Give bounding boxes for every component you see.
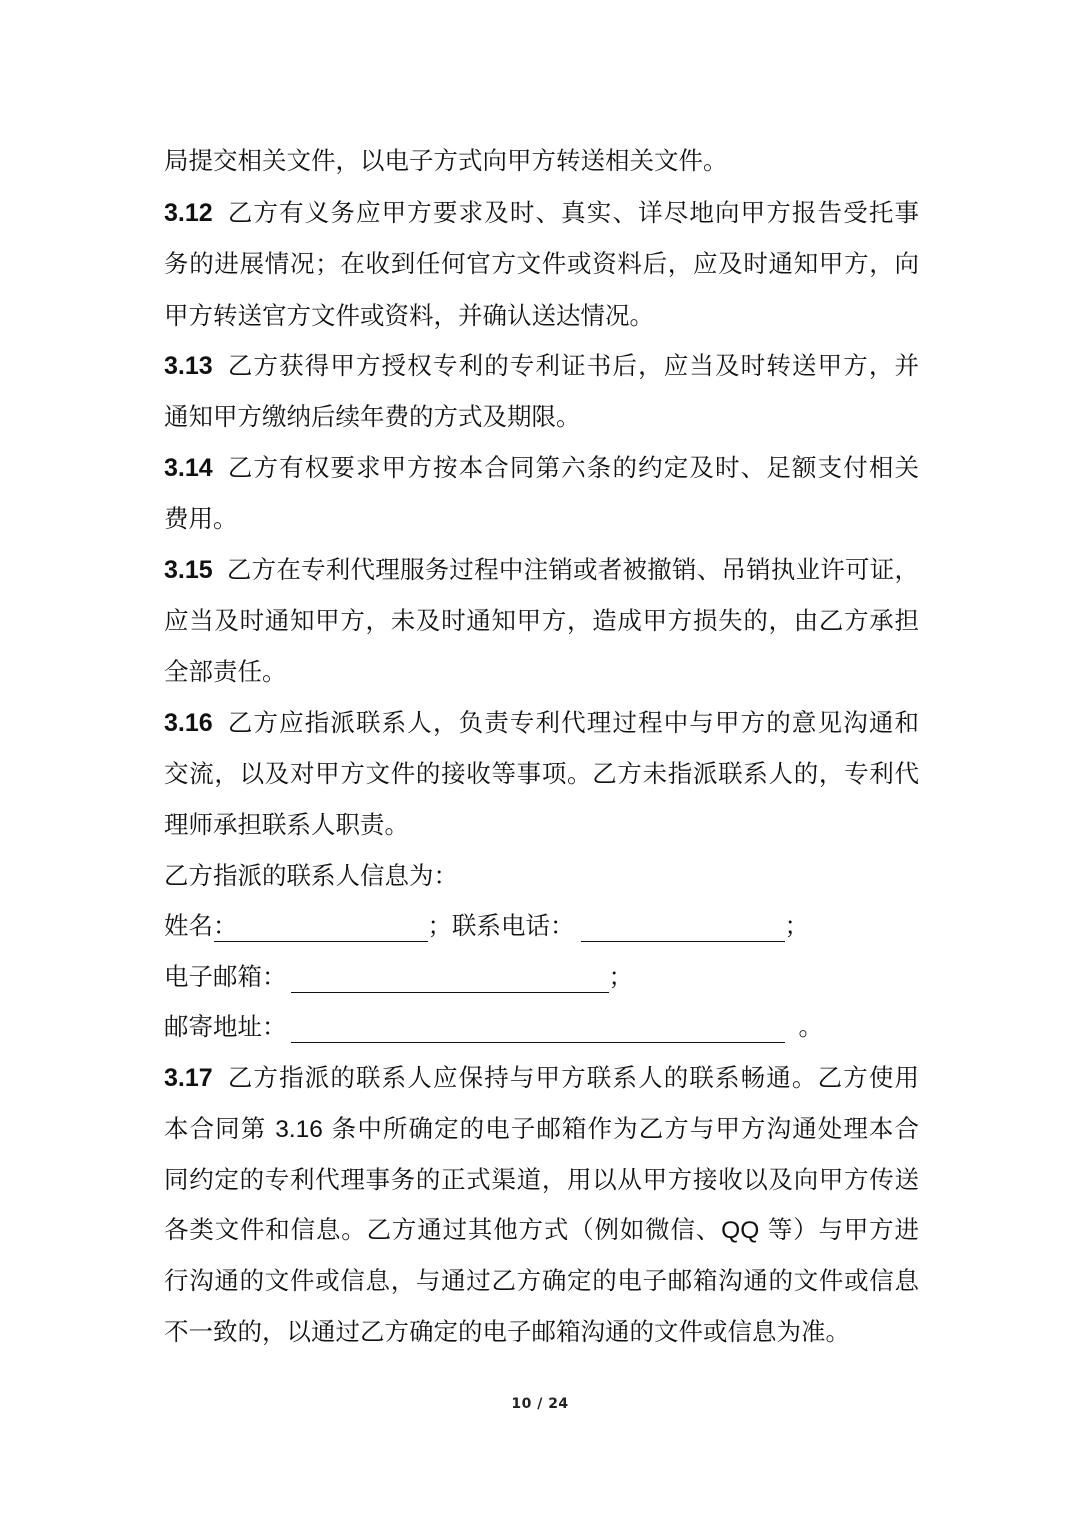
text: 乙方指派的联系人信息为：	[164, 861, 458, 890]
separator: ；	[784, 911, 809, 940]
text: 条中所确定的电子邮箱作为乙方与甲方沟通处理本合	[331, 1114, 919, 1143]
clause-3-17-line-6	[164, 1312, 919, 1352]
text: 全部责任。	[164, 657, 287, 686]
text: 费用。	[164, 504, 238, 533]
page-current: 10	[511, 1396, 532, 1412]
clause-3-12-line-3	[164, 296, 919, 336]
clause-number: 3.12	[164, 199, 213, 227]
clause-3-14-line-2	[164, 499, 919, 539]
address-blank-field[interactable]	[291, 1012, 785, 1043]
contact-name-phone-line	[164, 906, 919, 946]
text: 通知甲方缴纳后续年费的方式及期限。	[164, 402, 581, 431]
text: 乙方指派的联系人应保持与甲方联系人的联系畅通。乙方使用	[226, 1063, 919, 1092]
clause-3-17-line-5	[164, 1261, 919, 1301]
clause-number: 3.14	[164, 454, 213, 482]
paragraph-line	[164, 141, 919, 181]
clause-reference: 3.16	[275, 1116, 323, 1143]
clause-3-16-line-2	[164, 754, 919, 794]
clause-3-12-line-1	[164, 193, 919, 233]
text: 务的进展情况；在收到任何官方文件或资料后，应及时通知甲方，向	[164, 249, 919, 278]
clause-3-15-line-3	[164, 652, 919, 692]
email-blank-field[interactable]	[291, 962, 609, 993]
clause-3-17-line-1	[164, 1058, 919, 1098]
page-separator: /	[537, 1396, 543, 1412]
clause-3-13-line-1	[164, 346, 919, 386]
email-label: 电子邮箱：	[164, 962, 287, 991]
clause-3-15-line-2	[164, 601, 919, 641]
page-number	[0, 1396, 1080, 1412]
name-blank-field[interactable]	[214, 911, 428, 942]
separator: ；	[608, 962, 633, 991]
text: 局提交相关文件，以电子方式向甲方转送相关文件。	[164, 146, 728, 175]
text: 甲方转送官方文件或资料，并确认送达情况。	[164, 301, 654, 330]
contact-email-line	[164, 957, 919, 997]
clause-3-17-line-4	[164, 1210, 919, 1250]
clause-number: 3.17	[164, 1064, 213, 1092]
text: 理师承担联系人职责。	[164, 810, 409, 839]
name-label: 姓名：	[164, 911, 238, 940]
separator: ；	[427, 911, 452, 940]
text: 交流，以及对甲方文件的接收等事项。乙方未指派联系人的，专利代	[164, 759, 919, 788]
text: 同约定的专利代理事务的正式渠道，用以从甲方接收以及向甲方传送	[164, 1165, 919, 1194]
text: 行沟通的文件或信息，与通过乙方确定的电子邮箱沟通的文件或信息	[164, 1266, 919, 1295]
page-total: 24	[548, 1396, 569, 1412]
qq-text: QQ	[721, 1217, 760, 1244]
text: 乙方有义务应甲方要求及时、真实、详尽地向甲方报告受托事	[226, 198, 919, 227]
clause-3-12-line-2	[164, 244, 919, 284]
contact-address-line	[164, 1007, 919, 1047]
clause-number: 3.16	[164, 709, 213, 737]
text: 等）与甲方进	[767, 1215, 919, 1244]
clause-3-14-line-1	[164, 448, 919, 488]
clause-3-17-line-3	[164, 1160, 919, 1200]
text: 各类文件和信息。乙方通过其他方式（例如微信、	[164, 1215, 722, 1244]
separator: 。	[798, 1012, 823, 1041]
clause-3-13-line-2	[164, 397, 919, 437]
text: 乙方在专利代理服务过程中注销或者被撤销、吊销执业许可证，	[226, 555, 919, 584]
clause-3-17-line-2	[164, 1109, 919, 1149]
text: 乙方获得甲方授权专利的专利证书后，应当及时转送甲方，并	[226, 351, 919, 380]
clause-number: 3.13	[164, 352, 213, 380]
text: 乙方应指派联系人，负责专利代理过程中与甲方的意见沟通和	[226, 708, 919, 737]
clause-number: 3.15	[164, 556, 213, 584]
clause-3-16-line-3	[164, 805, 919, 845]
text: 本合同第	[164, 1114, 267, 1143]
text: 乙方有权要求甲方按本合同第六条的约定及时、足额支付相关	[226, 453, 919, 482]
clause-3-15-line-1	[164, 550, 919, 590]
clause-3-16-line-1	[164, 703, 919, 743]
phone-label: 联系电话：	[452, 911, 575, 940]
contact-intro	[164, 856, 919, 896]
phone-blank-field[interactable]	[581, 911, 785, 942]
address-label: 邮寄地址：	[164, 1012, 287, 1041]
text: 应当及时通知甲方，未及时通知甲方，造成甲方损失的，由乙方承担	[164, 606, 919, 635]
text: 不一致的，以通过乙方确定的电子邮箱沟通的文件或信息为准。	[164, 1317, 850, 1346]
